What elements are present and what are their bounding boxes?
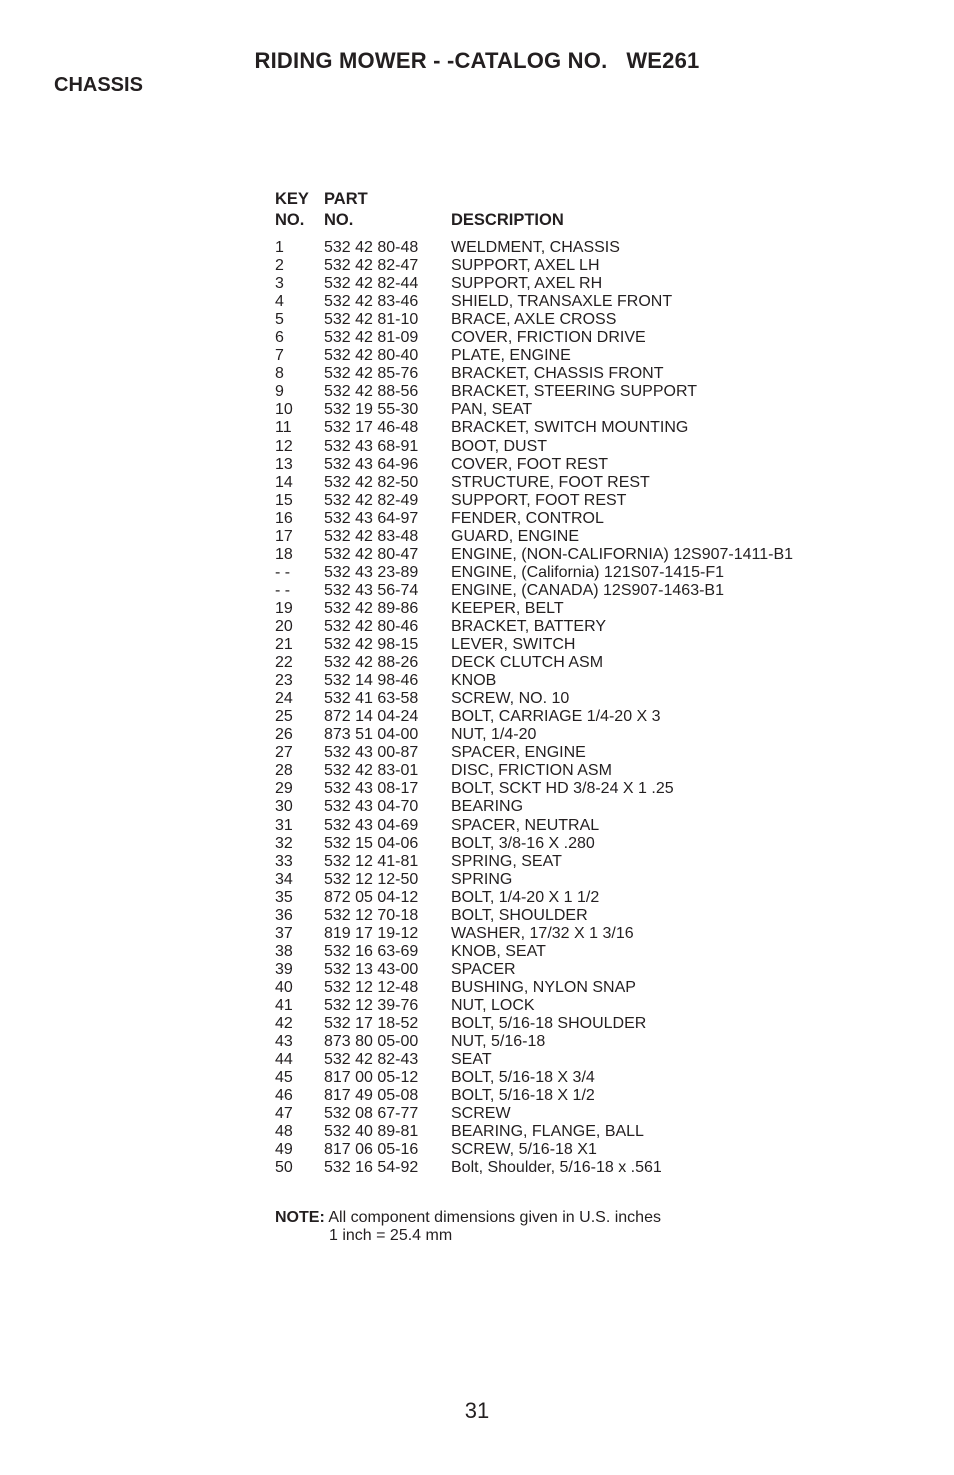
part-no: 532 14 98-46 bbox=[324, 672, 419, 690]
part-no: 532 13 43-00 bbox=[324, 960, 419, 978]
key-no: 47 bbox=[275, 1105, 293, 1123]
note-conversion: 1 inch = 25.4 mm bbox=[329, 1227, 453, 1244]
part-description: BOOT, DUST bbox=[451, 437, 548, 455]
key-no: 19 bbox=[275, 599, 293, 617]
key-no: 30 bbox=[275, 798, 293, 816]
key-no: 20 bbox=[275, 617, 293, 635]
part-description: BRACKET, SWITCH MOUNTING bbox=[451, 419, 689, 437]
part-description: PAN, SEAT bbox=[451, 401, 533, 419]
part-no: 532 15 04-06 bbox=[324, 834, 419, 852]
key-no: 22 bbox=[275, 654, 293, 672]
part-no: 532 16 63-69 bbox=[324, 942, 419, 960]
key-no: 32 bbox=[275, 834, 293, 852]
key-no: 31 bbox=[275, 816, 293, 834]
part-no: 532 12 12-48 bbox=[324, 978, 419, 996]
key-no: 41 bbox=[275, 996, 293, 1014]
key-no: 15 bbox=[275, 491, 293, 509]
key-no: 26 bbox=[275, 726, 293, 744]
part-no: 532 42 88-26 bbox=[324, 654, 419, 672]
part-description: COVER, FRICTION DRIVE bbox=[451, 329, 646, 347]
key-no: 25 bbox=[275, 708, 293, 726]
key-no: 36 bbox=[275, 906, 293, 924]
key-no: - - bbox=[275, 581, 291, 599]
key-no: 13 bbox=[275, 455, 293, 473]
part-description: BOLT, 5/16-18 SHOULDER bbox=[451, 1015, 647, 1033]
part-description: KNOB, SEAT bbox=[451, 942, 546, 960]
key-no: 9 bbox=[275, 383, 284, 401]
key-no: 28 bbox=[275, 762, 293, 780]
part-description: KNOB bbox=[451, 672, 497, 690]
part-description: COVER, FOOT REST bbox=[451, 455, 609, 473]
key-no: 34 bbox=[275, 870, 293, 888]
part-no: 532 12 39-76 bbox=[324, 996, 419, 1014]
part-no: 532 42 80-46 bbox=[324, 617, 419, 635]
note-label: NOTE: bbox=[275, 1209, 325, 1226]
key-no: 35 bbox=[275, 888, 293, 906]
part-no: 532 42 80-40 bbox=[324, 347, 419, 365]
key-no: 23 bbox=[275, 672, 293, 690]
part-description: BRACKET, STEERING SUPPORT bbox=[451, 383, 697, 401]
part-description: DISC, FRICTION ASM bbox=[451, 762, 612, 780]
part-description: BOLT, 1/4-20 X 1 1/2 bbox=[451, 888, 600, 906]
part-description: BOLT, SHOULDER bbox=[451, 906, 588, 924]
part-description: SPACER, NEUTRAL bbox=[451, 816, 600, 834]
part-description: SUPPORT, AXEL LH bbox=[451, 257, 600, 275]
key-no: 44 bbox=[275, 1051, 293, 1069]
part-no: 532 43 04-69 bbox=[324, 816, 419, 834]
part-no: 532 42 80-48 bbox=[324, 239, 419, 256]
part-description: SCREW, 5/16-18 X1 bbox=[451, 1141, 597, 1159]
part-no: 817 00 05-12 bbox=[324, 1069, 419, 1087]
key-no: 4 bbox=[275, 293, 284, 311]
part-no: 532 42 81-09 bbox=[324, 329, 419, 347]
part-description: SHIELD, TRANSAXLE FRONT bbox=[451, 293, 673, 311]
part-no: 532 16 54-92 bbox=[324, 1159, 419, 1177]
part-no: 532 42 83-46 bbox=[324, 293, 419, 311]
description-header: DESCRIPTION bbox=[451, 211, 564, 229]
part-header-line1: PART bbox=[324, 190, 368, 208]
part-description: ENGINE, (NON-CALIFORNIA) 12S907-1411-B1 bbox=[451, 545, 794, 563]
key-no: 48 bbox=[275, 1123, 293, 1141]
part-no: 532 42 81-10 bbox=[324, 311, 419, 329]
part-no: 532 42 85-76 bbox=[324, 365, 419, 383]
part-no: 532 43 04-70 bbox=[324, 798, 419, 816]
part-description: SPACER, ENGINE bbox=[451, 744, 586, 762]
page-number: 31 bbox=[464, 1398, 490, 1423]
key-no: 2 bbox=[275, 257, 284, 275]
part-no: 532 42 82-43 bbox=[324, 1051, 419, 1069]
key-no: 18 bbox=[275, 545, 293, 563]
part-description: WASHER, 17/32 X 1 3/16 bbox=[451, 924, 634, 942]
part-description: SCREW bbox=[451, 1105, 511, 1123]
part-description: KEEPER, BELT bbox=[451, 599, 564, 617]
part-no: 532 17 46-48 bbox=[324, 419, 419, 437]
note-text: All component dimensions given in U.S. inches bbox=[328, 1209, 661, 1226]
part-header-line2: NO. bbox=[324, 211, 354, 229]
part-description: NUT, LOCK bbox=[451, 996, 535, 1014]
part-no: 532 42 82-49 bbox=[324, 491, 419, 509]
part-no: 532 42 83-48 bbox=[324, 527, 419, 545]
key-no: 45 bbox=[275, 1069, 293, 1087]
key-header-line2: NO. bbox=[275, 211, 305, 229]
key-no: - - bbox=[275, 563, 291, 581]
part-description: BUSHING, NYLON SNAP bbox=[451, 978, 636, 996]
part-description: SUPPORT, AXEL RH bbox=[451, 275, 603, 293]
part-no: 532 41 63-58 bbox=[324, 690, 419, 708]
part-no: 532 42 89-86 bbox=[324, 599, 419, 617]
key-no: 43 bbox=[275, 1033, 293, 1051]
part-no: 532 42 82-47 bbox=[324, 257, 419, 275]
part-description: BEARING, FLANGE, BALL bbox=[451, 1123, 644, 1141]
part-no: 532 12 41-81 bbox=[324, 852, 419, 870]
key-no: 11 bbox=[275, 419, 292, 437]
page-title: RIDING MOWER - -CATALOG NO. WE261 bbox=[254, 48, 700, 73]
part-description: GUARD, ENGINE bbox=[451, 527, 580, 545]
key-no: 27 bbox=[275, 744, 293, 762]
key-no: 24 bbox=[275, 690, 293, 708]
part-no: 532 43 08-17 bbox=[324, 780, 419, 798]
key-no: 10 bbox=[275, 401, 293, 419]
part-description: SPACER bbox=[451, 960, 516, 978]
part-description: PLATE, ENGINE bbox=[451, 347, 571, 365]
part-description: BOLT, SCKT HD 3/8-24 X 1 .25 bbox=[451, 780, 674, 798]
part-description: BRACKET, CHASSIS FRONT bbox=[451, 365, 664, 383]
part-description: ENGINE, (CANADA) 12S907-1463-B1 bbox=[451, 581, 724, 599]
part-no: 872 05 04-12 bbox=[324, 888, 419, 906]
part-no: 819 17 19-12 bbox=[324, 924, 419, 942]
part-description: BOLT, CARRIAGE 1/4-20 X 3 bbox=[451, 708, 661, 726]
part-no: 817 49 05-08 bbox=[324, 1087, 419, 1105]
part-no: 532 42 82-50 bbox=[324, 473, 419, 491]
part-description: WELDMENT, CHASSIS bbox=[451, 239, 620, 256]
part-no: 873 80 05-00 bbox=[324, 1033, 419, 1051]
part-description: BEARING bbox=[451, 798, 524, 816]
key-no: 33 bbox=[275, 852, 293, 870]
part-description: SCREW, NO. 10 bbox=[451, 690, 570, 708]
part-no: 532 43 64-97 bbox=[324, 509, 419, 527]
note bbox=[275, 1209, 661, 1245]
part-description: SPRING bbox=[451, 870, 513, 888]
part-no: 532 42 98-15 bbox=[324, 636, 419, 654]
key-no: 14 bbox=[275, 473, 293, 491]
part-no: 532 43 68-91 bbox=[324, 437, 419, 455]
part-no: 532 43 56-74 bbox=[324, 581, 419, 599]
key-no: 50 bbox=[275, 1159, 293, 1177]
key-no: 21 bbox=[275, 636, 293, 654]
key-no: 1 bbox=[275, 239, 284, 256]
part-description: ENGINE, (California) 121S07-1415-F1 bbox=[451, 563, 725, 581]
part-no: 532 17 18-52 bbox=[324, 1015, 419, 1033]
part-description: FENDER, CONTROL bbox=[451, 509, 604, 527]
part-description: SPRING, SEAT bbox=[451, 852, 562, 870]
key-no: 49 bbox=[275, 1141, 293, 1159]
part-no: 532 40 89-81 bbox=[324, 1123, 419, 1141]
key-no: 39 bbox=[275, 960, 293, 978]
section-heading: CHASSIS bbox=[54, 74, 143, 96]
part-no: 817 06 05-16 bbox=[324, 1141, 419, 1159]
key-no: 8 bbox=[275, 365, 284, 383]
part-no: 532 19 55-30 bbox=[324, 401, 419, 419]
key-no: 5 bbox=[275, 311, 284, 329]
key-no: 6 bbox=[275, 329, 284, 347]
part-description: BOLT, 5/16-18 X 3/4 bbox=[451, 1069, 595, 1087]
part-no: 532 43 64-96 bbox=[324, 455, 419, 473]
key-no: 40 bbox=[275, 978, 293, 996]
key-no: 7 bbox=[275, 347, 284, 365]
key-no: 37 bbox=[275, 924, 293, 942]
part-no: 532 42 82-44 bbox=[324, 275, 419, 293]
part-description: Bolt, Shoulder, 5/16-18 x .561 bbox=[451, 1159, 662, 1177]
part-description: LEVER, SWITCH bbox=[451, 636, 576, 654]
part-description: BOLT, 3/8-16 X .280 bbox=[451, 834, 595, 852]
part-no: 873 51 04-00 bbox=[324, 726, 419, 744]
key-no: 46 bbox=[275, 1087, 293, 1105]
part-description: SEAT bbox=[451, 1051, 492, 1069]
part-no: 532 43 23-89 bbox=[324, 563, 419, 581]
part-description: STRUCTURE, FOOT REST bbox=[451, 473, 650, 491]
part-no: 532 42 88-56 bbox=[324, 383, 419, 401]
part-no: 532 12 70-18 bbox=[324, 906, 419, 924]
key-no: 29 bbox=[275, 780, 293, 798]
key-no: 17 bbox=[275, 527, 293, 545]
part-no: 532 42 80-47 bbox=[324, 545, 419, 563]
part-description: BRACKET, BATTERY bbox=[451, 617, 606, 635]
part-no: 872 14 04-24 bbox=[324, 708, 419, 726]
key-header-line1: KEY bbox=[275, 190, 309, 208]
part-no: 532 42 83-01 bbox=[324, 762, 419, 780]
part-description: BOLT, 5/16-18 X 1/2 bbox=[451, 1087, 595, 1105]
part-description: NUT, 5/16-18 bbox=[451, 1033, 546, 1051]
key-no: 3 bbox=[275, 275, 284, 293]
key-no: 16 bbox=[275, 509, 293, 527]
part-description: NUT, 1/4-20 bbox=[451, 726, 537, 744]
part-description: DECK CLUTCH ASM bbox=[451, 654, 604, 672]
part-no: 532 43 00-87 bbox=[324, 744, 419, 762]
part-no: 532 12 12-50 bbox=[324, 870, 419, 888]
key-no: 42 bbox=[275, 1015, 293, 1033]
key-no: 12 bbox=[275, 437, 293, 455]
part-no: 532 08 67-77 bbox=[324, 1105, 419, 1123]
key-no: 38 bbox=[275, 942, 293, 960]
part-description: SUPPORT, FOOT REST bbox=[451, 491, 627, 509]
part-description: BRACE, AXLE CROSS bbox=[451, 311, 617, 329]
